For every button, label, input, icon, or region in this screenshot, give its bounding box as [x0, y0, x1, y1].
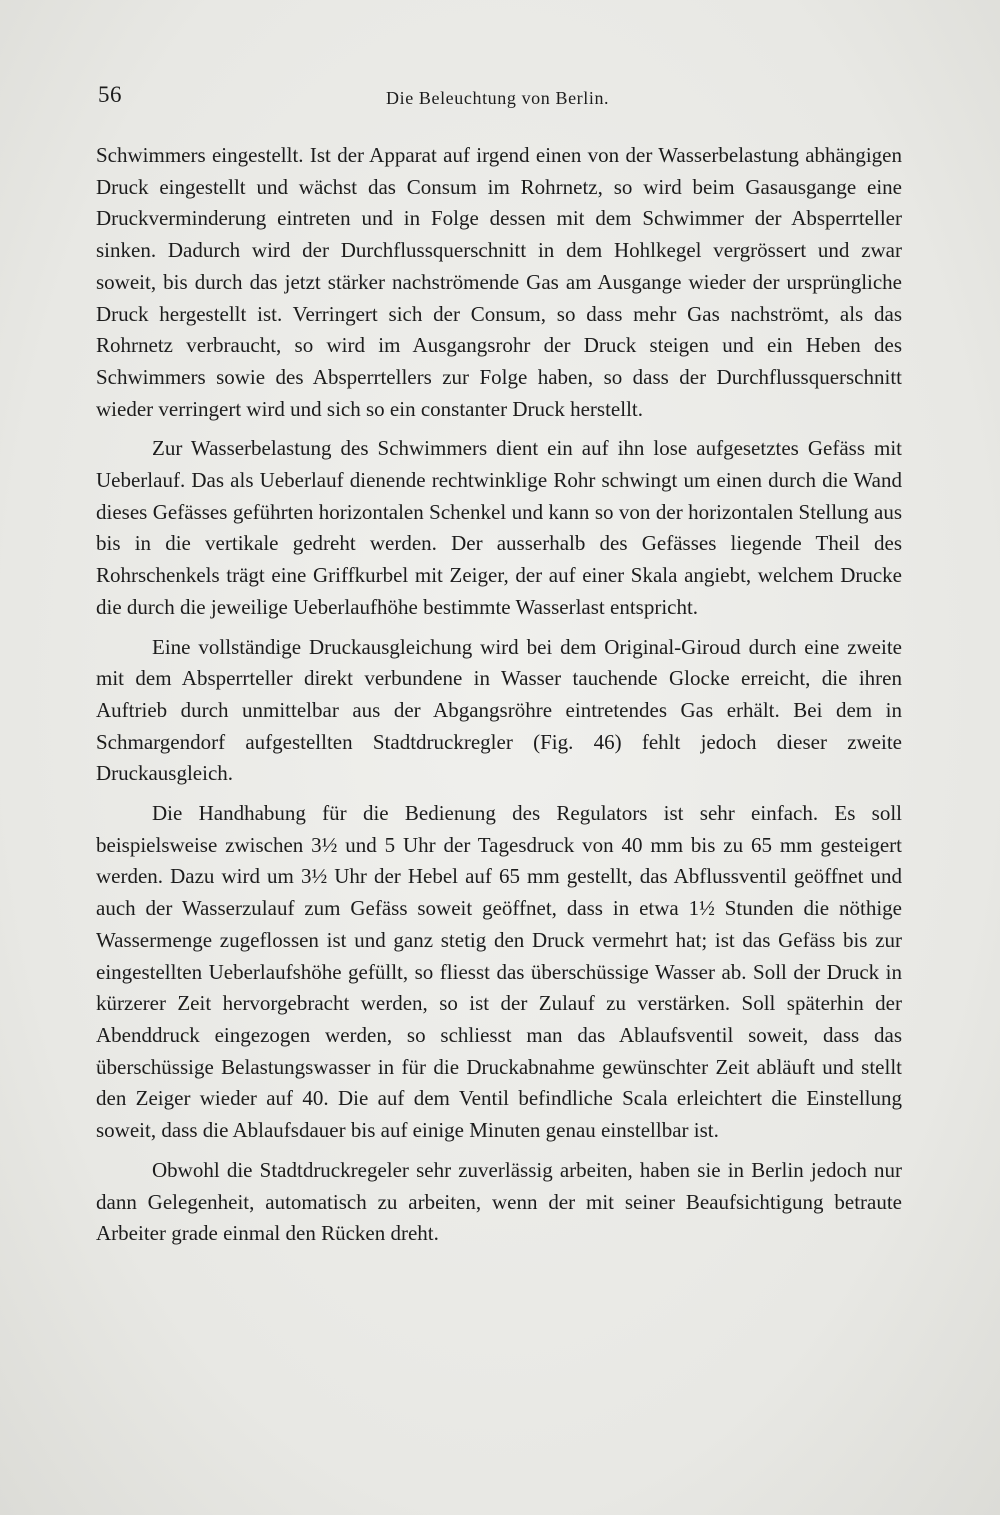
paragraph: Eine vollständige Druckausgleichung wird bei dem Original-Giroud durch eine zweite mit dem Absperrteller direkt verbundene in Wasser tauchende Glocke erreicht, die ihren Auftrieb durch unmittelbar aus der Abgangsröhre eintretendes Gas erhält. Bei dem in Schmargendorf aufgestellten Stadtdruckregler (Fig. 46) fehlt jedoch dieser zweite Druckausgleich. — [96, 634, 902, 786]
running-title: Die Beleuchtung von Berlin. — [386, 88, 610, 108]
page-body — [96, 140, 902, 1258]
paragraph-continued: Schwimmers eingestellt. Ist der Apparat auf irgend einen von der Wasserbelastung abhängigen Druck eingestellt und wächst das Consum im Rohrnetz, so wird beim Gasausgange eine Druckverminderung eintreten und in Folge dessen mit dem Schwimmer der Absperrteller sinken. Dadurch wird der Durchflussquerschnitt in dem Hohlkegel vergrössert und zwar soweit, bis durch das jetzt stärker nachströmende Gas am Ausgange wieder der ursprüngliche Druck hergestellt ist. Verringert sich der Consum, so dass mehr Gas nachströmt, als das Rohrnetz verbraucht, so wird im Ausgangsrohr der Druck steigen und ein Heben des Schwimmers sowie des Absperrtellers zur Folge haben, so dass der Durchflussquerschnitt wieder verringert wird und sich so ein constanter Druck herstellt. — [96, 143, 902, 421]
paragraph: Die Handhabung für die Bedienung des Regulators ist sehr einfach. Es soll beispielsweise zwischen 3½ und 5 Uhr der Tagesdruck von 40 mm bis zu 65 mm gesteigert werden. Dazu wird um 3½ Uhr der Hebel auf 65 mm gestellt, das Abflussventil geöffnet und auch der Wasserzulauf zum Gefäss soweit geöffnet, dass in etwa 1½ Stunden die nöthige Wassermenge zugeflossen ist und ganz stetig den Druck vermehrt hat; ist das Gefäss bis zur eingestellten Ueberlaufshöhe gefüllt, so fliesst das überschüssige Wasser ab. Soll der Druck in kürzerer Zeit hervorgebracht werden, so ist der Zulauf zu verstärken. Soll späterhin der Abenddruck eingezogen werden, so schliesst man das Ablaufsventil soweit, dass das überschüssige Belastungswasser in für die Druckabnahme gewünschter Zeit abläuft und stellt den Zeiger wieder auf 40. Die auf dem Ventil befindliche Scala erleichtert die Einstellung soweit, dass die Ablaufsdauer bis auf einige Minuten genau einstellbar ist. — [96, 801, 902, 1143]
paragraph: Obwohl die Stadtdruckregeler sehr zuverlässig arbeiten, haben sie in Berlin jedoch nur dann Gelegenheit, automatisch zu arbeiten, wenn der mit seiner Beaufsichtigung betraute Arbeiter grade einmal den Rücken dreht. — [96, 1157, 902, 1246]
page-number: 56 — [98, 82, 122, 107]
page-header — [98, 82, 888, 112]
paragraph: Zur Wasserbelastung des Schwimmers dient ein auf ihn lose aufgesetztes Gefäss mit Ueberlauf. Das als Ueberlauf dienende rechtwinklige Rohr schwingt um einen durch die Wand dieses Gefässes geführten horizontalen Schenkel und kann so von der horizontalen Stellung aus bis in die vertikale gedreht werden. Der ausserhalb des Gefässes liegende Theil des Rohrschenkels trägt eine Griffkurbel mit Zeiger, der auf einer Skala angiebt, welchem Drucke die durch die jeweilige Ueberlaufhöhe bestimmte Wasserlast entspricht. — [96, 436, 902, 619]
